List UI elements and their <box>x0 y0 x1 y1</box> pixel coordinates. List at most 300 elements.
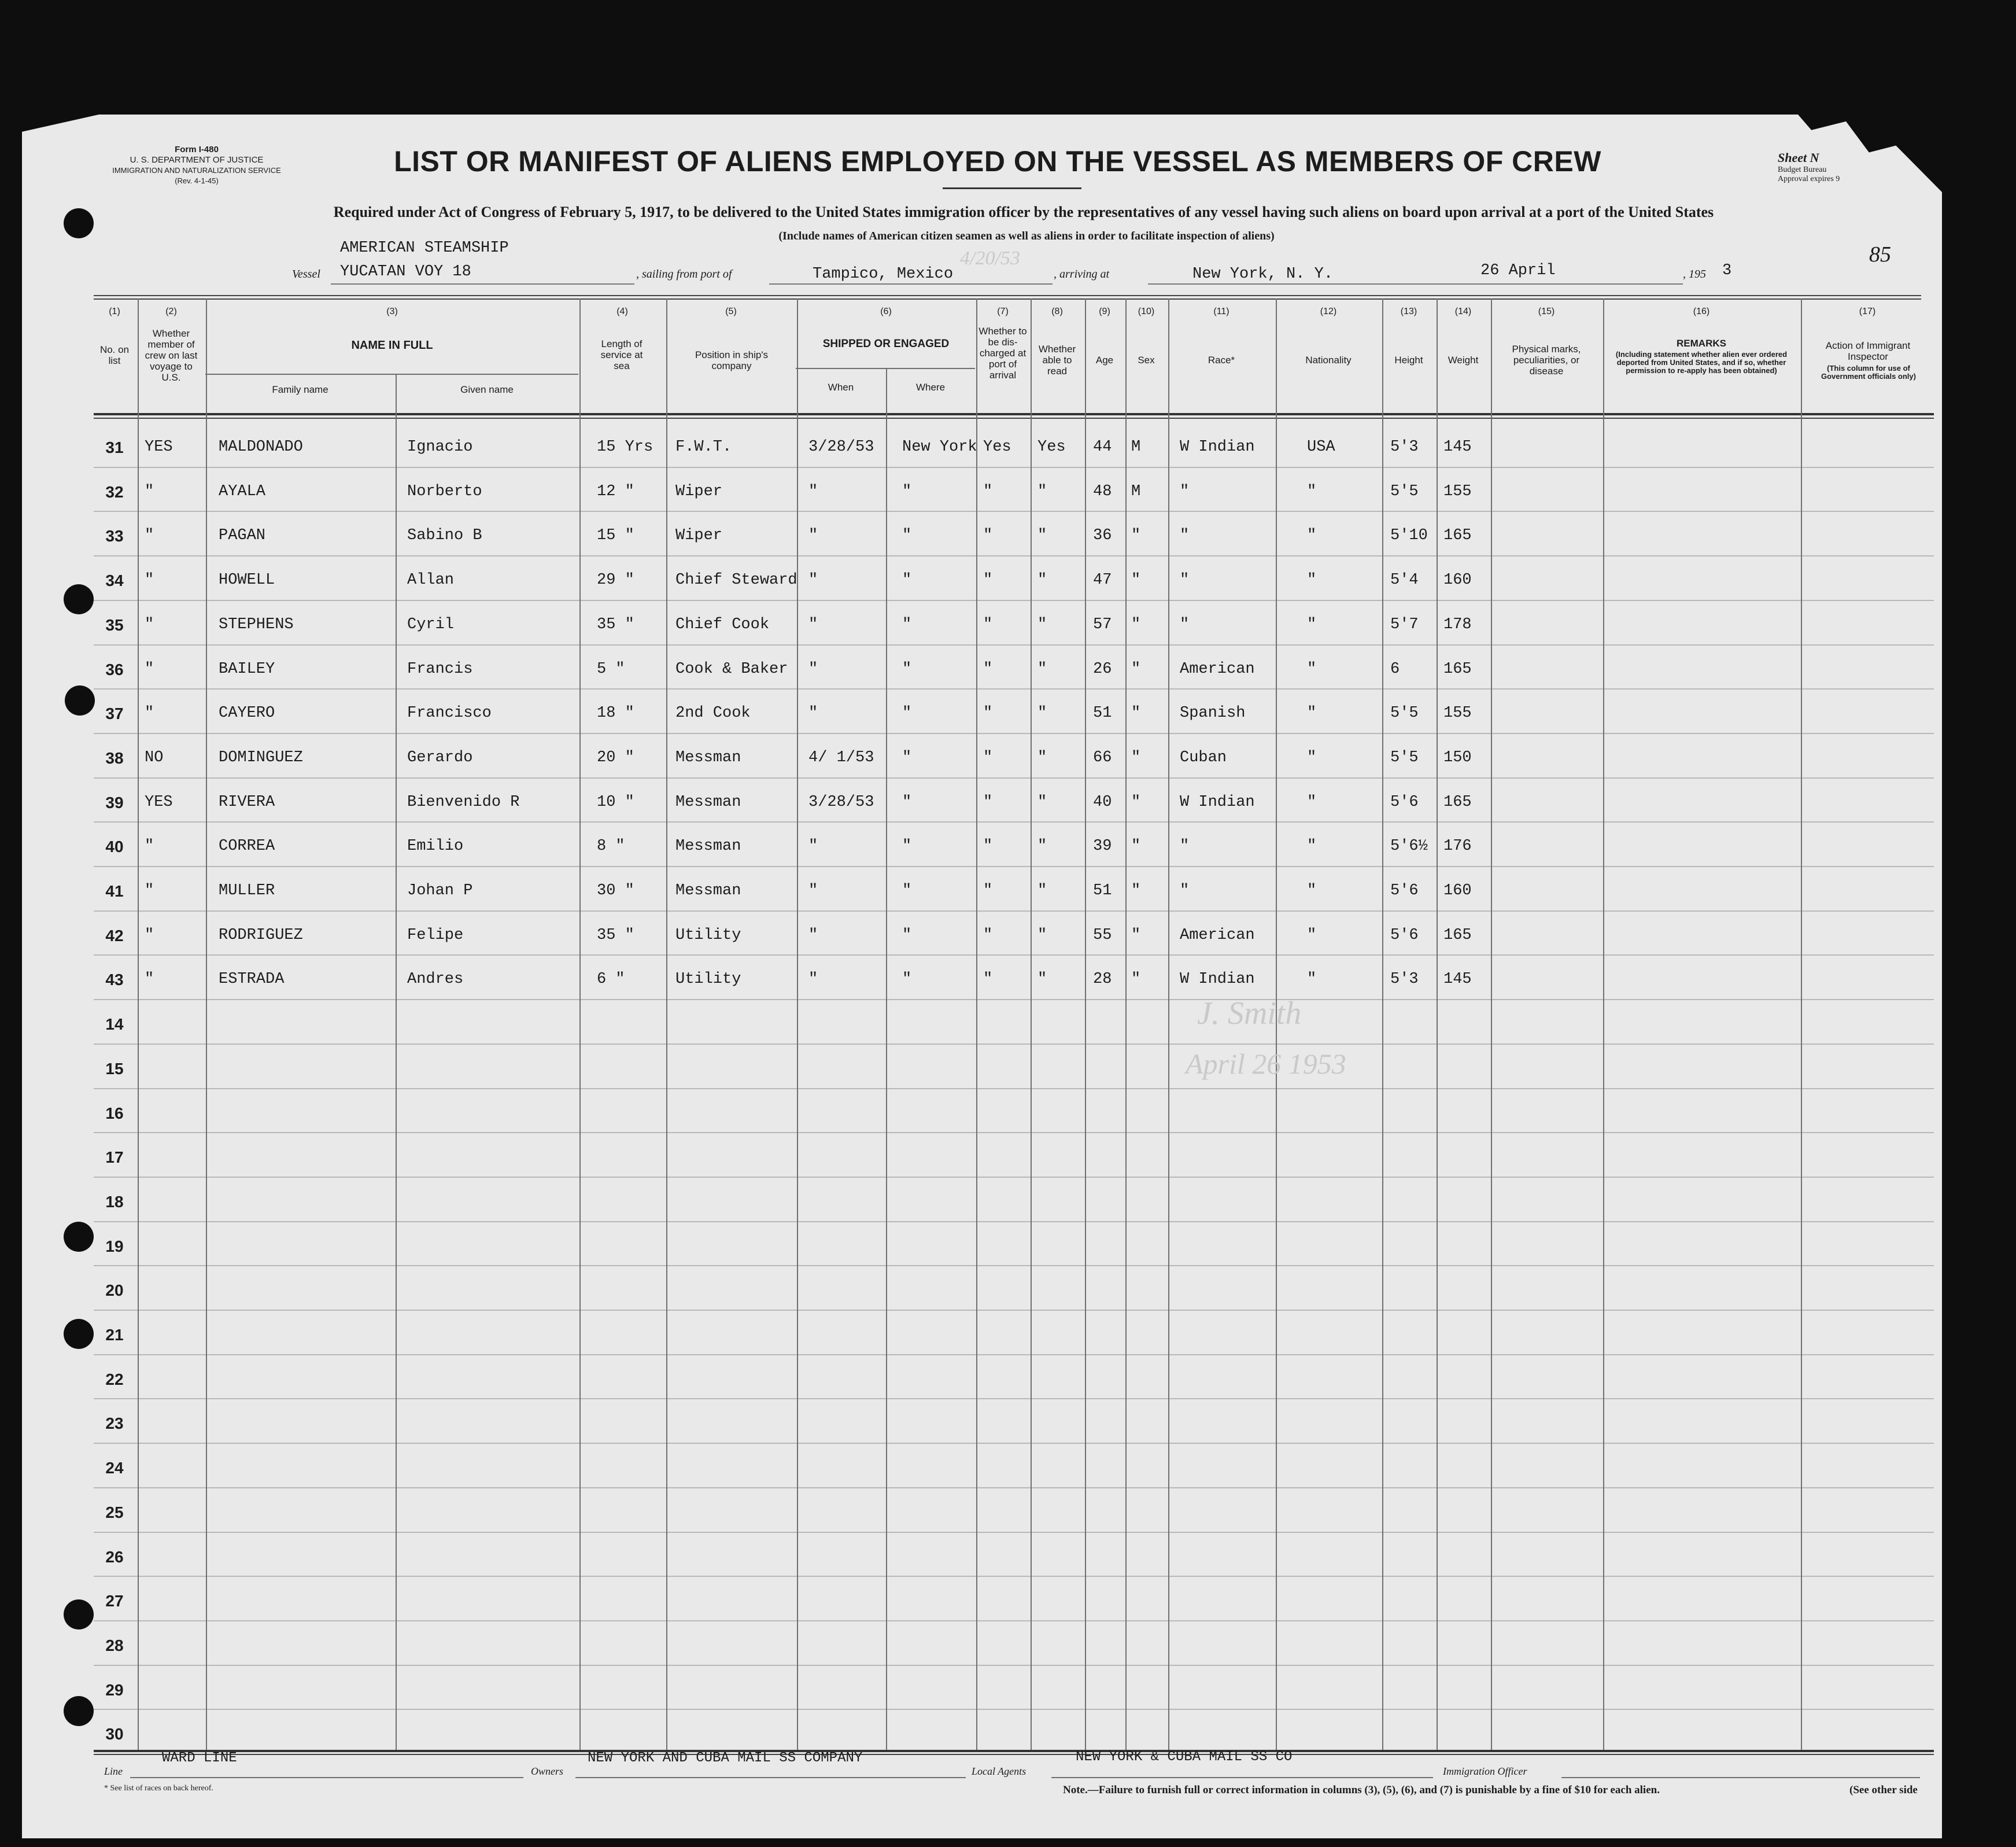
cell-last: YES <box>145 438 173 456</box>
row-number: 19 <box>105 1237 124 1255</box>
subtitle: Required under Act of Congress of February 5, 1917, to be delivered to the United States immigration officer by the representatives of any vessel having such aliens on board upon arrival at a port of the United States <box>333 204 1714 220</box>
row-rule <box>94 555 1934 556</box>
column-rule <box>206 298 207 1750</box>
cell-weight: 160 <box>1443 572 1472 589</box>
cell-service: 6 " <box>597 971 625 988</box>
cell-given: Francis <box>407 661 473 678</box>
subheader-when: When <box>828 382 854 393</box>
row-number: 43 <box>105 971 124 989</box>
cell-service: 12 " <box>597 483 634 500</box>
cell-when: " <box>808 971 818 988</box>
cell-age: 47 <box>1093 572 1112 589</box>
revision: (Rev. 4-1-45) <box>175 176 219 185</box>
table-top-rule <box>94 298 1921 300</box>
cell-weight: 165 <box>1443 661 1472 678</box>
row-rule <box>94 467 1934 468</box>
row-number: 23 <box>105 1414 124 1432</box>
vessel-name: YUCATAN VOY 18 <box>340 263 471 281</box>
cell-read: Yes <box>1037 438 1066 456</box>
vessel-line1: AMERICAN STEAMSHIP <box>340 239 509 257</box>
row-rule <box>94 1177 1934 1178</box>
column-rule <box>1491 298 1492 1750</box>
row-rule <box>94 1576 1934 1577</box>
cell-family: STEPHENS <box>219 616 294 633</box>
cell-sex: " <box>1131 705 1141 722</box>
cell-nationality: " <box>1307 572 1317 589</box>
cell-sex: " <box>1131 661 1141 678</box>
row-rule <box>94 1088 1934 1089</box>
cell-weight: 165 <box>1443 527 1472 544</box>
column-rule <box>396 374 397 1750</box>
cell-when: " <box>808 838 818 855</box>
cell-height: 5'5 <box>1390 749 1419 766</box>
cell-race: " <box>1180 527 1190 544</box>
row-number: 33 <box>105 527 124 545</box>
row-number: 14 <box>105 1015 124 1033</box>
row-number: 42 <box>105 927 124 945</box>
cell-age: 48 <box>1093 483 1112 500</box>
col-num: (12) <box>1320 307 1337 316</box>
column-rule <box>579 298 581 1750</box>
column-rule <box>1382 298 1383 1750</box>
cell-age: 66 <box>1093 749 1112 766</box>
column-rule <box>886 368 887 1750</box>
cell-discharged: " <box>983 927 993 944</box>
cell-age: 26 <box>1093 661 1112 678</box>
shipped-subheader-rule <box>796 368 975 369</box>
row-rule <box>94 1443 1934 1444</box>
table-bottom-rule <box>94 1750 1934 1752</box>
cell-discharged: " <box>983 483 993 500</box>
sailing-underline <box>769 283 1053 285</box>
cell-read: " <box>1037 882 1047 899</box>
row-number: 30 <box>105 1725 124 1743</box>
cell-where: " <box>902 705 912 722</box>
page-title: LIST OR MANIFEST OF ALIENS EMPLOYED ON THE VESSEL AS MEMBERS OF CREW <box>394 145 1601 178</box>
cell-height: 5'6 <box>1390 927 1419 944</box>
agents-value: NEW YORK & CUBA MAIL SS CO <box>1076 1749 1293 1765</box>
col-header-name: NAME IN FULL <box>351 339 433 352</box>
cell-position: Utility <box>675 971 741 988</box>
cell-position: Messman <box>675 882 741 899</box>
budget-block <box>1778 165 1840 184</box>
row-rule <box>94 1310 1934 1311</box>
col-num: (6) <box>880 307 892 316</box>
cell-age: 28 <box>1093 971 1112 988</box>
cell-given: Gerardo <box>407 749 473 766</box>
row-rule <box>94 1221 1934 1222</box>
cell-race: " <box>1180 483 1190 500</box>
sailing-port: Tampico, Mexico <box>813 266 954 283</box>
owners-label: Owners <box>531 1765 564 1777</box>
cell-age: 39 <box>1093 838 1112 855</box>
col-num: (2) <box>165 307 177 316</box>
cell-when: 4/ 1/53 <box>808 749 874 766</box>
col-num: (11) <box>1213 307 1229 316</box>
header-bottom-rule <box>94 413 1934 415</box>
cell-read: " <box>1037 661 1047 678</box>
column-rule <box>1168 298 1169 1750</box>
cell-when: " <box>808 927 818 944</box>
sheet-label: Sheet N <box>1778 150 1819 165</box>
cell-read: " <box>1037 749 1047 766</box>
subheader-where: Where <box>915 382 946 393</box>
penalty-note: Note.—Failure to furnish full or correct information in columns (3), (5), (6), and (7) is punishable by a fine of $10 for each alien. <box>1063 1784 1660 1796</box>
page-number: 85 <box>1869 242 1891 267</box>
cell-family: DOMINGUEZ <box>219 749 303 766</box>
col-header-race: Race* <box>1208 355 1235 366</box>
cell-read: " <box>1037 927 1047 944</box>
col-header-remarks: REMARKS <box>1677 338 1726 349</box>
col-num: (14) <box>1454 307 1472 316</box>
cell-weight: 165 <box>1443 927 1472 944</box>
row-number: 18 <box>105 1193 124 1211</box>
cell-position: Messman <box>675 749 741 766</box>
column-rule <box>1125 298 1127 1750</box>
column-rule <box>1031 298 1032 1750</box>
punch-hole <box>64 208 94 238</box>
row-number: 40 <box>105 838 124 856</box>
cell-nationality: " <box>1307 882 1317 899</box>
col-header-discharged: Whether to be dis- charged at port of arrival <box>979 326 1027 381</box>
cell-sex: " <box>1131 927 1141 944</box>
row-rule <box>94 821 1934 823</box>
cell-where: " <box>902 971 912 988</box>
cell-given: Bienvenido R <box>407 794 520 811</box>
cell-sex: M <box>1131 483 1141 500</box>
cell-where: " <box>902 483 912 500</box>
cell-service: 8 " <box>597 838 625 855</box>
row-rule <box>94 1620 1934 1621</box>
cell-position: Messman <box>675 794 741 811</box>
cell-sex: " <box>1131 838 1141 855</box>
column-rule <box>1603 298 1604 1750</box>
row-rule <box>94 1044 1934 1045</box>
line-underline <box>130 1777 523 1778</box>
cell-when: " <box>808 483 818 500</box>
cell-read: " <box>1037 971 1047 988</box>
subheader-given-name: Given name <box>460 384 514 395</box>
col-num: (4) <box>616 307 628 316</box>
row-number: 15 <box>105 1060 124 1078</box>
cell-nationality: " <box>1307 749 1317 766</box>
department: U. S. DEPARTMENT OF JUSTICE <box>130 155 264 165</box>
row-number: 16 <box>105 1104 124 1122</box>
inspector-signature-date: April 26 1953 <box>1186 1048 1346 1080</box>
row-number: 21 <box>105 1326 124 1344</box>
cell-weight: 155 <box>1443 483 1472 500</box>
cell-discharged: " <box>983 882 993 899</box>
cell-service: 15 " <box>597 527 634 544</box>
row-number: 32 <box>105 483 124 501</box>
row-rule <box>94 1532 1934 1533</box>
punch-hole <box>64 1222 94 1252</box>
cell-age: 51 <box>1093 882 1112 899</box>
row-rule <box>94 733 1934 734</box>
year-digit: 3 <box>1722 262 1732 279</box>
row-number: 36 <box>105 661 124 679</box>
cell-given: Felipe <box>407 927 464 944</box>
races-note: * See list of races on back hereof. <box>104 1784 213 1793</box>
received-stamp: 4/20/53 <box>960 248 1020 269</box>
col-header-sex: Sex <box>1138 355 1155 366</box>
cell-sex: " <box>1131 527 1141 544</box>
arriving-underline <box>1148 283 1683 285</box>
cell-read: " <box>1037 705 1047 722</box>
row-number: 27 <box>105 1592 124 1610</box>
line-value: WARD LINE <box>162 1750 237 1766</box>
col-num: (7) <box>997 307 1009 316</box>
name-subheader-rule <box>205 374 578 375</box>
cell-given: Francisco <box>407 705 492 722</box>
subheader-family-name: Family name <box>272 384 328 395</box>
cell-service: 35 " <box>597 616 634 633</box>
cell-discharged: " <box>983 705 993 722</box>
cell-discharged: " <box>983 572 993 589</box>
cell-race: " <box>1180 882 1190 899</box>
cell-read: " <box>1037 483 1047 500</box>
officer-label: Immigration Officer <box>1443 1765 1527 1777</box>
cell-weight: 150 <box>1443 749 1472 766</box>
subtitle-note: (Include names of American citizen seamen as well as aliens in order to facilitate inspection of aliens) <box>778 230 1275 242</box>
cell-height: 5'5 <box>1390 483 1419 500</box>
col-header-read: Whether able to read <box>1038 344 1076 377</box>
row-number: 34 <box>105 572 124 589</box>
cell-race: " <box>1180 572 1190 589</box>
col-header-service: Length of service at sea <box>600 338 643 371</box>
cell-family: PAGAN <box>219 527 266 544</box>
row-number: 17 <box>105 1148 124 1166</box>
cell-when: " <box>808 705 818 722</box>
cell-height: 5'5 <box>1390 705 1419 722</box>
cell-age: 40 <box>1093 794 1112 811</box>
cell-race: W Indian <box>1180 971 1255 988</box>
agents-underline <box>1051 1777 1433 1778</box>
row-number: 37 <box>105 705 124 722</box>
budget-line: Budget Bureau <box>1778 165 1827 174</box>
cell-given: Ignacio <box>407 438 473 456</box>
table-top-rule <box>94 295 1921 296</box>
cell-weight: 145 <box>1443 438 1472 456</box>
cell-where: " <box>902 572 912 589</box>
cell-discharged: " <box>983 616 993 633</box>
row-rule <box>94 1132 1934 1133</box>
cell-nationality: " <box>1307 661 1317 678</box>
vessel-underline <box>331 283 634 285</box>
cell-service: 29 " <box>597 572 634 589</box>
cell-given: Andres <box>407 971 464 988</box>
col-header-weight: Weight <box>1448 355 1479 366</box>
row-number: 38 <box>105 749 124 767</box>
punch-hole <box>64 1599 94 1630</box>
cell-where: " <box>902 749 912 766</box>
vessel-label: Vessel <box>292 268 320 281</box>
col-header-inspector: Action of Immigrant Inspector <box>1825 340 1911 362</box>
cell-family: RODRIGUEZ <box>219 927 303 944</box>
cell-weight: 176 <box>1443 838 1472 855</box>
cell-service: 20 " <box>597 749 634 766</box>
row-rule <box>94 1665 1934 1666</box>
cell-position: F.W.T. <box>675 438 732 456</box>
col-header-height: Height <box>1394 355 1423 366</box>
cell-race: Spanish <box>1180 705 1246 722</box>
cell-last: " <box>145 527 154 544</box>
cell-where: New York <box>902 438 977 456</box>
cell-race: American <box>1180 927 1255 944</box>
row-number: 35 <box>105 616 124 634</box>
row-rule <box>94 1265 1934 1266</box>
cell-where: " <box>902 838 912 855</box>
cell-sex: " <box>1131 572 1141 589</box>
row-number: 20 <box>105 1281 124 1299</box>
row-rule <box>94 511 1934 512</box>
cell-nationality: " <box>1307 527 1317 544</box>
cell-age: 57 <box>1093 616 1112 633</box>
punch-hole <box>64 1696 94 1726</box>
column-rule <box>138 298 139 1750</box>
cell-service: 30 " <box>597 882 634 899</box>
cell-service: 5 " <box>597 661 625 678</box>
col-num: (1) <box>109 307 120 316</box>
row-rule <box>94 866 1934 867</box>
column-rule <box>1437 298 1438 1750</box>
cell-where: " <box>902 661 912 678</box>
col-num: (16) <box>1693 307 1710 316</box>
form-number: Form I-480 <box>175 145 219 154</box>
cell-nationality: USA <box>1307 438 1335 456</box>
cell-nationality: " <box>1307 483 1317 500</box>
column-rule <box>666 298 667 1750</box>
row-rule <box>94 688 1934 690</box>
col-header-last-voyage: Whether member of crew on last voyage to U.S. <box>145 328 198 383</box>
cell-position: Chief Cook <box>675 616 770 633</box>
cell-weight: 165 <box>1443 794 1472 811</box>
cell-discharged: " <box>983 838 993 855</box>
cell-position: Chief Steward <box>675 572 797 589</box>
cell-family: MULLER <box>219 882 275 899</box>
cell-when: " <box>808 661 818 678</box>
cell-given: Allan <box>407 572 455 589</box>
arriving-port: New York, N. Y. <box>1192 266 1334 283</box>
line-label: Line <box>104 1765 123 1777</box>
punch-hole <box>64 584 94 614</box>
cell-where: " <box>902 527 912 544</box>
cell-weight: 178 <box>1443 616 1472 633</box>
arriving-label: , arriving at <box>1054 268 1110 281</box>
budget-line: Approval expires 9 <box>1778 175 1840 183</box>
cell-height: 5'3 <box>1390 971 1419 988</box>
col-num: (9) <box>1099 307 1110 316</box>
cell-read: " <box>1037 794 1047 811</box>
cell-family: HOWELL <box>219 572 275 589</box>
arrival-date: 26 April <box>1480 262 1556 279</box>
row-rule <box>94 644 1934 646</box>
cell-last: " <box>145 572 154 589</box>
inspector-note: (This column for use of Government officials only) <box>1821 364 1916 381</box>
cell-where: " <box>902 616 912 633</box>
cell-race: W Indian <box>1180 794 1255 811</box>
cell-sex: " <box>1131 616 1141 633</box>
cell-nationality: " <box>1307 794 1317 811</box>
cell-height: 6 <box>1390 661 1400 678</box>
row-number: 28 <box>105 1636 124 1654</box>
cell-position: Messman <box>675 838 741 855</box>
column-rule <box>1085 298 1086 1750</box>
cell-family: ESTRADA <box>219 971 285 988</box>
cell-sex: " <box>1131 882 1141 899</box>
col-num: (13) <box>1400 307 1417 316</box>
cell-discharged: " <box>983 749 993 766</box>
column-rule <box>797 298 798 1750</box>
cell-service: 15 Yrs <box>597 438 653 456</box>
column-rule <box>1801 298 1802 1750</box>
cell-height: 5'3 <box>1390 438 1419 456</box>
cell-family: BAILEY <box>219 661 275 678</box>
service: IMMIGRATION AND NATURALIZATION SERVICE <box>112 166 281 175</box>
cell-read: " <box>1037 572 1047 589</box>
cell-discharged: Yes <box>983 438 1011 456</box>
cell-nationality: " <box>1307 971 1317 988</box>
col-header-no: No. on list <box>99 344 130 366</box>
cell-discharged: " <box>983 661 993 678</box>
col-header-age: Age <box>1095 355 1114 366</box>
cell-sex: " <box>1131 794 1141 811</box>
col-header-physical-marks: Physical marks, peculiarities, or disease <box>1512 344 1581 377</box>
row-number: 26 <box>105 1548 124 1566</box>
row-rule <box>94 600 1934 601</box>
cell-where: " <box>902 882 912 899</box>
cell-last: " <box>145 705 154 722</box>
row-rule <box>94 1398 1934 1399</box>
cell-height: 5'6 <box>1390 794 1419 811</box>
year-prefix: , 195 <box>1683 268 1706 281</box>
cell-height: 5'4 <box>1390 572 1419 589</box>
col-num: (8) <box>1051 307 1063 316</box>
cell-family: RIVERA <box>219 794 275 811</box>
cell-given: Johan P <box>407 882 473 899</box>
cell-read: " <box>1037 616 1047 633</box>
owners-underline <box>575 1777 966 1778</box>
cell-service: 18 " <box>597 705 634 722</box>
punch-hole <box>65 685 95 716</box>
cell-family: MALDONADO <box>219 438 303 456</box>
col-num: (17) <box>1859 307 1876 316</box>
remarks-note: (Including statement whether alien ever ordered deported from United States, and if so, whether permission to re-apply has been obtained) <box>1615 350 1788 375</box>
cell-read: " <box>1037 838 1047 855</box>
cell-height: 5'6 <box>1390 882 1419 899</box>
cell-position: Cook & Baker <box>675 661 788 678</box>
cell-sex: " <box>1131 749 1141 766</box>
cell-position: Wiper <box>675 527 723 544</box>
row-rule <box>94 954 1934 956</box>
row-number: 25 <box>105 1503 124 1521</box>
cell-last: NO <box>145 749 164 766</box>
cell-given: Norberto <box>407 483 482 500</box>
cell-last: " <box>145 483 154 500</box>
cell-family: CORREA <box>219 838 275 855</box>
cell-last: " <box>145 882 154 899</box>
cell-height: 5'7 <box>1390 616 1419 633</box>
cell-weight: 145 <box>1443 971 1472 988</box>
cell-age: 51 <box>1093 705 1112 722</box>
punch-hole <box>64 1319 94 1349</box>
agents-label: Local Agents <box>972 1765 1027 1777</box>
cell-position: Utility <box>675 927 741 944</box>
cell-family: CAYERO <box>219 705 275 722</box>
cell-last: " <box>145 661 154 678</box>
cell-age: 55 <box>1093 927 1112 944</box>
cell-given: Cyril <box>407 616 455 633</box>
